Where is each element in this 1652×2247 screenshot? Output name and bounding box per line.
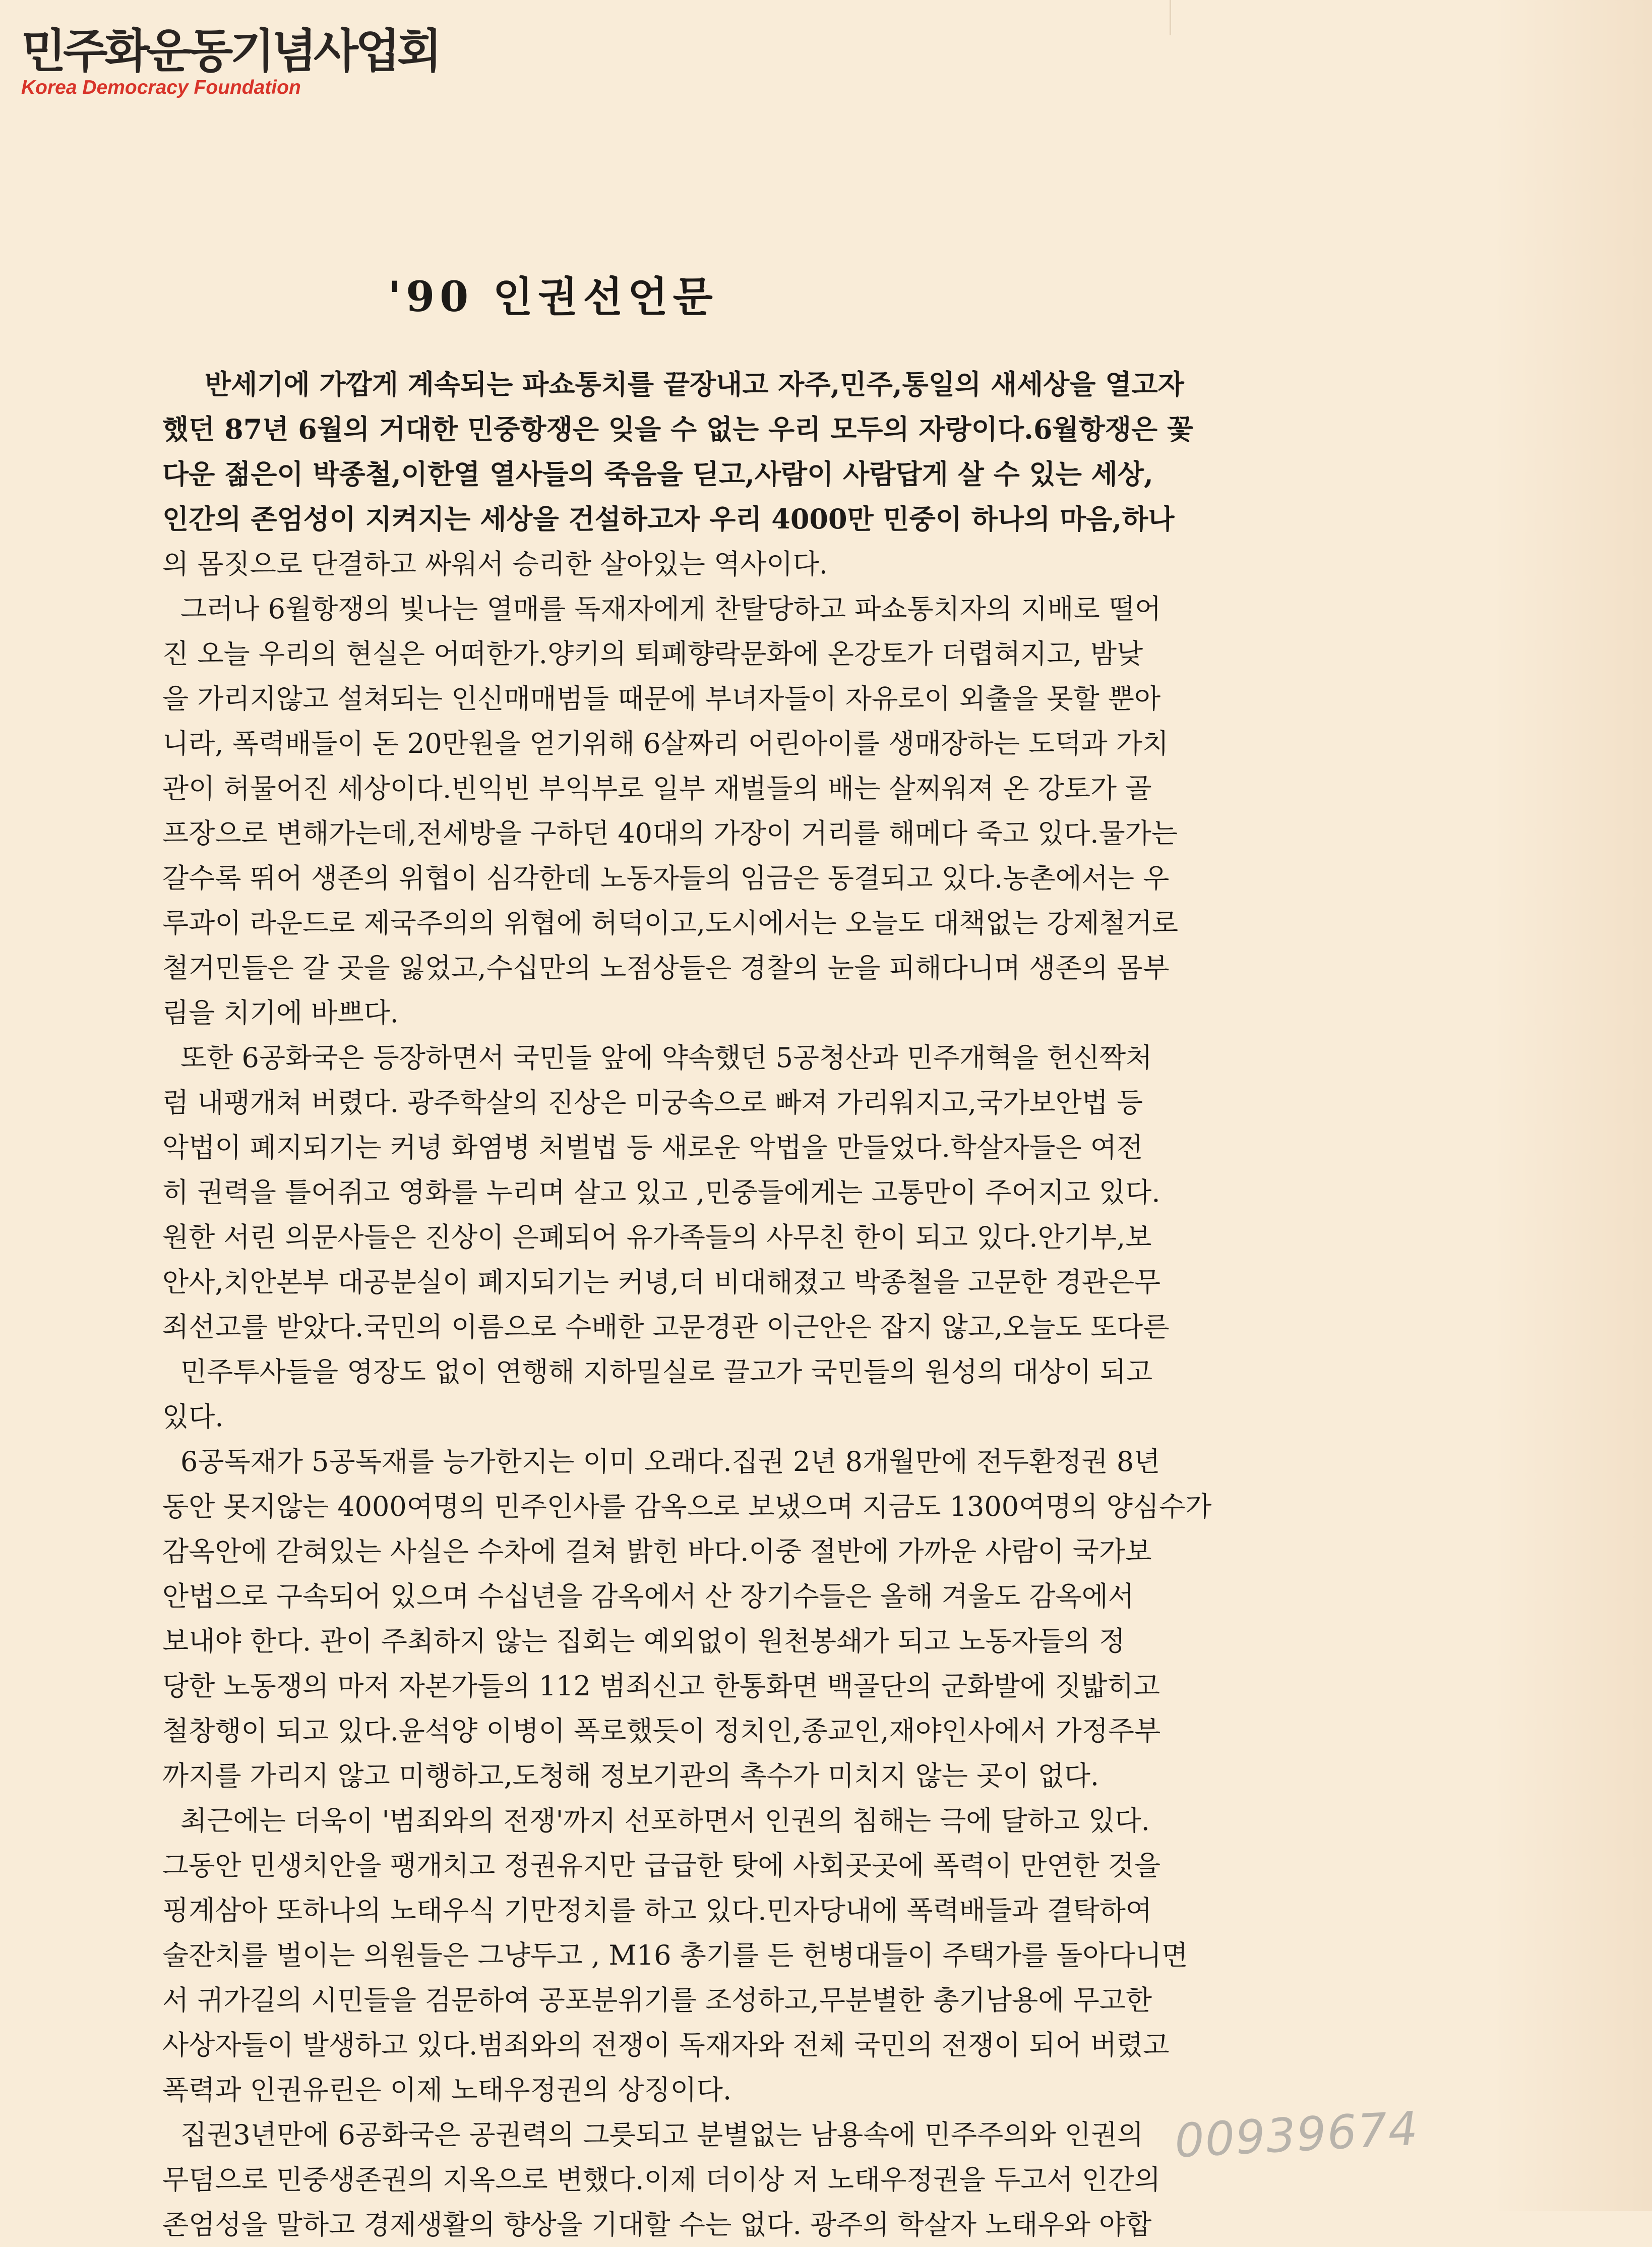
text-line: 악법이 폐지되기는 커녕 화염병 처벌법 등 새로운 악법을 만들었다.학살자들은 여전	[162, 1132, 1143, 1163]
text-line: 원한 서린 의문사들은 진상이 은폐되어 유가족들의 사무친 한이 되고 있다.안기부,보	[162, 1221, 1152, 1253]
text-line: 폭력과 인권유린은 이제 노태우정권의 상징이다.	[162, 2074, 732, 2106]
text-line: 럼 내팽개쳐 버렸다. 광주학살의 진상은 미궁속으로 빠져 가리워지고,국가보안법 등	[162, 1087, 1143, 1118]
text-line: 민주투사들을 영장도 없이 연행해 지하밀실로 끌고가 국민들의 원성의 대상이 되고	[180, 1356, 1153, 1388]
text-line: 안사,치안본부 대공분실이 폐지되기는 커녕,더 비대해졌고 박종철을 고문한 경관은무	[162, 1266, 1161, 1298]
text-line: 술잔치를 벌이는 의원들은 그냥두고 , M16 총기를 든 헌병대들이 주택가를 돌아다니면	[162, 1939, 1188, 1971]
text-line: 철거민들은 갈 곳을 잃었고,수십만의 노점상들은 경찰의 눈을 피해다니며 생존의 몸부	[162, 952, 1170, 984]
text-line: 집권3년만에 6공화국은 공권력의 그릇되고 분별없는 남용속에 민주주의와 인권의	[180, 2119, 1144, 2151]
text-line: 안법으로 구속되어 있으며 수십년을 감옥에서 산 장기수들은 올해 겨울도 감옥에서	[162, 1580, 1135, 1612]
text-line: 을 가리지않고 설쳐되는 인신매매범들 때문에 부녀자들이 자유로이 외출을 못할 뿐아	[162, 683, 1161, 715]
text-line: 히 권력을 틀어쥐고 영화를 누리며 살고 있고 ,민중들에게는 고통만이 주어지고 있다.	[162, 1176, 1160, 1208]
text-line: 프장으로 변해가는데,전세방을 구하던 40대의 가장이 거리를 해메다 죽고 있다.물가는	[162, 817, 1178, 849]
text-line: 사상자들이 발생하고 있다.범죄와의 전쟁이 독재자와 전체 국민의 전쟁이 되어 버렸고	[162, 2029, 1170, 2061]
text-line: 관이 허물어진 세상이다.빈익빈 부익부로 일부 재벌들의 배는 살찌워져 온 강토가 골	[162, 773, 1152, 804]
text-line: 보내야 한다. 관이 주최하지 않는 집회는 예외없이 원천봉쇄가 되고 노동자들의 정	[162, 1625, 1126, 1657]
page-fold	[1170, 0, 1171, 35]
paper-stain	[1491, 0, 1652, 2211]
text-line: 핑계삼아 또하나의 노태우식 기만정치를 하고 있다.민자당내에 폭력배들과 결탁하여	[162, 1895, 1152, 1926]
text-line: 철창행이 되고 있다.윤석양 이병이 폭로했듯이 정치인,종교인,재야인사에서 가정주부	[162, 1715, 1161, 1747]
logo-korean: 민주화운동기념사업회	[21, 24, 439, 78]
text-line: 또한 6공화국은 등장하면서 국민들 앞에 약속했던 5공청산과 민주개혁을 헌신짝처	[180, 1042, 1152, 1074]
text-line: 했던 87년 6월의 거대한 민중항쟁은 잊을 수 없는 우리 모두의 자랑이다.6월항쟁은 꽃	[162, 413, 1194, 445]
foundation-logo	[21, 24, 439, 98]
text-line: 의 몸짓으로 단결하고 싸워서 승리한 살아있는 역사이다.	[162, 548, 828, 580]
text-line: 6공독재가 5공독재를 능가한지는 이미 오래다.집권 2년 8개월만에 전두환정권 8년	[180, 1446, 1160, 1477]
text-line: 림을 치기에 바쁘다.	[162, 997, 399, 1029]
text-line: 인간의 존엄성이 지켜지는 세상을 건설하고자 우리 4000만 민중이 하나의 마음,하나	[162, 503, 1175, 535]
text-line: 그동안 민생치안을 팽개치고 정권유지만 급급한 탓에 사회곳곳에 폭력이 만연한 것을	[162, 1850, 1161, 1881]
text-line: 있다.	[162, 1401, 224, 1433]
text-line: 서 귀가길의 시민들을 검문하여 공포분위기를 조성하고,무분별한 총기남용에 무고한	[162, 1984, 1152, 2016]
text-line: 다운 젊은이 박종철,이한열 열사들의 죽음을 딛고,사람이 사람답게 살 수 있는 세상,	[162, 458, 1153, 490]
text-line: 니라, 폭력배들이 돈 20만원을 얻기위해 6살짜리 어린아이를 생매장하는 도덕과 가치	[162, 728, 1169, 759]
text-line: 감옥안에 갇혀있는 사실은 수차에 걸쳐 밝힌 바다.이중 절반에 가까운 사람이 국가보	[162, 1535, 1152, 1567]
text-line: 반세기에 가깝게 계속되는 파쇼통치를 끝장내고 자주,민주,통일의 새세상을 열고자	[205, 368, 1184, 400]
archive-number-stamp: 00939674	[1173, 2101, 1420, 2168]
text-line: 까지를 가리지 않고 미행하고,도청해 정보기관의 촉수가 미치지 않는 곳이 없다.	[162, 1760, 1099, 1792]
text-line: 무덤으로 민중생존권의 지옥으로 변했다.이제 더이상 저 노태우정권을 두고서 인간의	[162, 2164, 1161, 2196]
text-line: 최근에는 더욱이 '범죄와의 전쟁'까지 선포하면서 인권의 침해는 극에 달하고 있다.	[180, 1805, 1150, 1837]
text-line: 죄선고를 받았다.국민의 이름으로 수배한 고문경관 이근안은 잡지 않고,오늘도 또다른	[162, 1311, 1170, 1343]
text-line: 당한 노동쟁의 마저 자본가들의 112 범죄신고 한통화면 백골단의 군화발에 짓밟히고	[162, 1670, 1160, 1702]
text-line: 존엄성을 말하고 경제생활의 향상을 기대할 수는 없다. 광주의 학살자 노태우와 야합	[162, 2209, 1152, 2240]
text-line: 그러나 6월항쟁의 빛나는 열매를 독재자에게 찬탈당하고 파쇼통치자의 지배로 떨어	[180, 593, 1161, 625]
text-line: 동안 못지않는 4000여명의 민주인사를 감옥으로 보냈으며 지금도 1300여명의 양심수가	[162, 1491, 1212, 1522]
document-body	[162, 362, 1408, 2247]
document-title: '90 인권선언문	[388, 273, 718, 321]
logo-english: Korea Democracy Foundation	[21, 77, 301, 98]
text-line: 갈수록 뛰어 생존의 위협이 심각한데 노동자들의 임금은 동결되고 있다.농촌에서는 우	[162, 862, 1170, 894]
text-line: 루과이 라운드로 제국주의의 위협에 허덕이고,도시에서는 오늘도 대책없는 강제철거로	[162, 907, 1179, 939]
text-line: 진 오늘 우리의 현실은 어떠한가.양키의 퇴폐향락문화에 온강토가 더렵혀지고, 밤낮	[162, 638, 1143, 670]
